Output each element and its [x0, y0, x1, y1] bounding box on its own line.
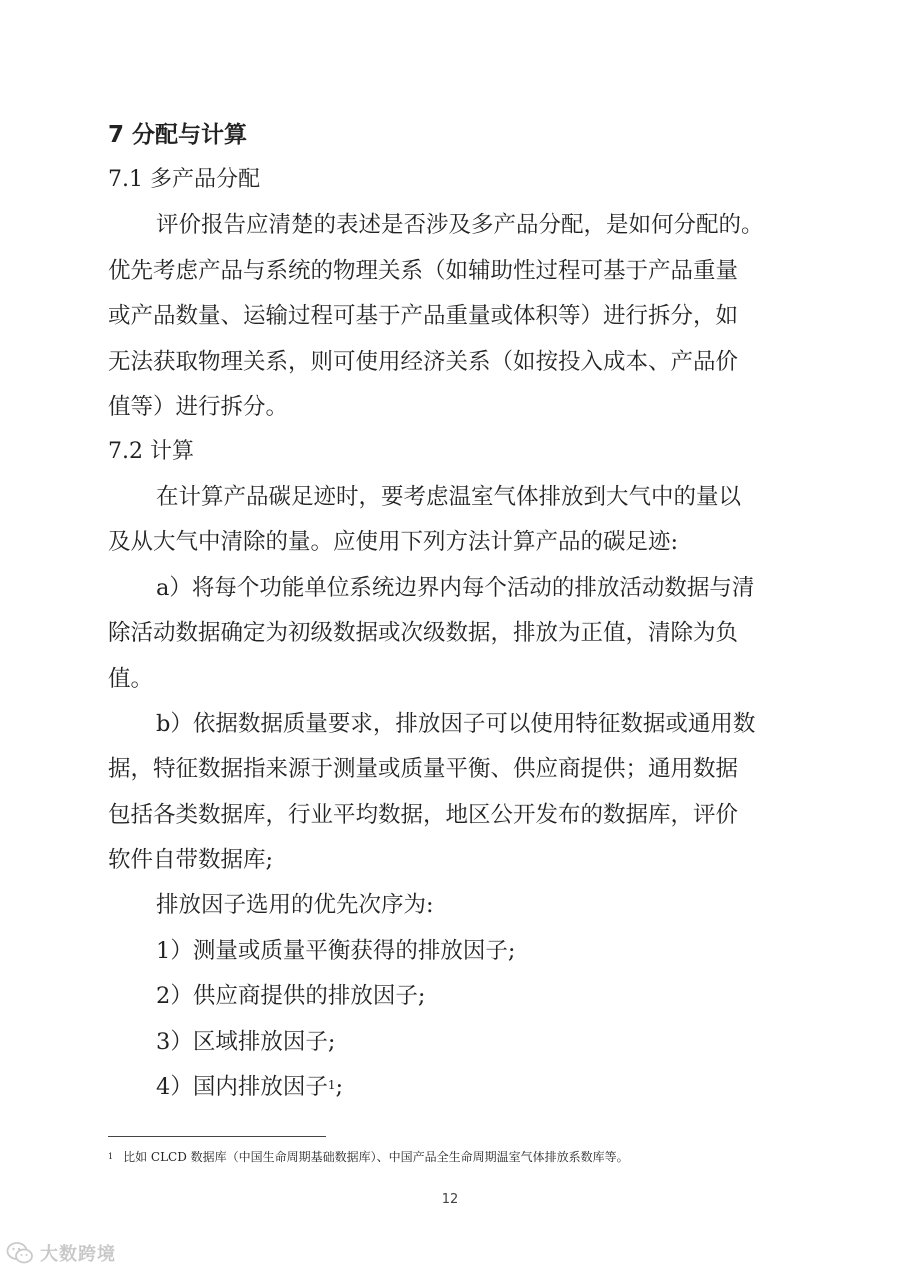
list-item-b-line: b）依据数据质量要求，排放因子可以使用特征数据或通用数	[156, 711, 756, 737]
list-item-a-line: 除活动数据确定为初级数据或次级数据，排放为正值，清除为负	[108, 620, 739, 646]
list-item-b-line: 软件自带数据库;	[108, 847, 274, 873]
priority-item: 3）区域排放因子;	[156, 1029, 336, 1055]
paragraph-line: 值等）进行拆分。	[108, 394, 289, 420]
footnote-text: 比如 CLCD 数据库（中国生命周期基础数据库）、中国产品全生命周期温室气体排放系数库等。	[123, 1150, 629, 1164]
footnote-reference[interactable]: 1	[327, 1078, 336, 1092]
priority-item: 2）供应商提供的排放因子;	[156, 983, 426, 1009]
priority-item-4	[156, 1072, 343, 1102]
paragraph-line: 及从大气中清除的量。应使用下列方法计算产品的碳足迹:	[108, 529, 679, 555]
list-item-b-line: 包括各类数据库，行业平均数据，地区公开发布的数据库，评价	[108, 802, 739, 828]
paragraph-line: 或产品数量、运输过程可基于产品重量或体积等）进行拆分，如	[108, 303, 739, 329]
section-heading: 7 分配与计算	[108, 122, 248, 148]
priority-item-punct: ;	[335, 1074, 344, 1100]
paragraph-line: 在计算产品碳足迹时，要考虑温室气体排放到大气中的量以	[156, 484, 742, 510]
watermark	[6, 1238, 116, 1268]
paragraph-line: 评价报告应清楚的表述是否涉及多产品分配，是如何分配的。	[156, 212, 764, 238]
footnote-mark: 1	[108, 1152, 114, 1161]
list-item-a-line: a）将每个功能单位系统边界内每个活动的排放活动数据与清	[156, 575, 755, 601]
subsection-heading-7-1: 7.1 多产品分配	[108, 167, 260, 192]
footnote	[108, 1148, 629, 1166]
footnote-divider	[108, 1136, 326, 1137]
paragraph-line: 无法获取物理关系，则可使用经济关系（如按投入成本、产品价	[108, 349, 739, 375]
priority-item-text: 4）国内排放因子	[156, 1074, 328, 1100]
page-number: 12	[441, 1192, 459, 1207]
wechat-logo-icon	[6, 1241, 34, 1265]
priority-item: 1）测量或质量平衡获得的排放因子;	[156, 938, 516, 964]
subsection-heading-7-2: 7.2 计算	[108, 439, 194, 464]
watermark-text: 大数跨境	[40, 1244, 116, 1265]
list-item-a-line: 值。	[108, 666, 154, 692]
paragraph-line: 优先考虑产品与系统的物理关系（如辅助性过程可基于产品重量	[108, 258, 739, 284]
priority-intro: 排放因子选用的优先次序为:	[156, 892, 434, 918]
list-item-b-line: 据，特征数据指来源于测量或质量平衡、供应商提供；通用数据	[108, 756, 739, 782]
